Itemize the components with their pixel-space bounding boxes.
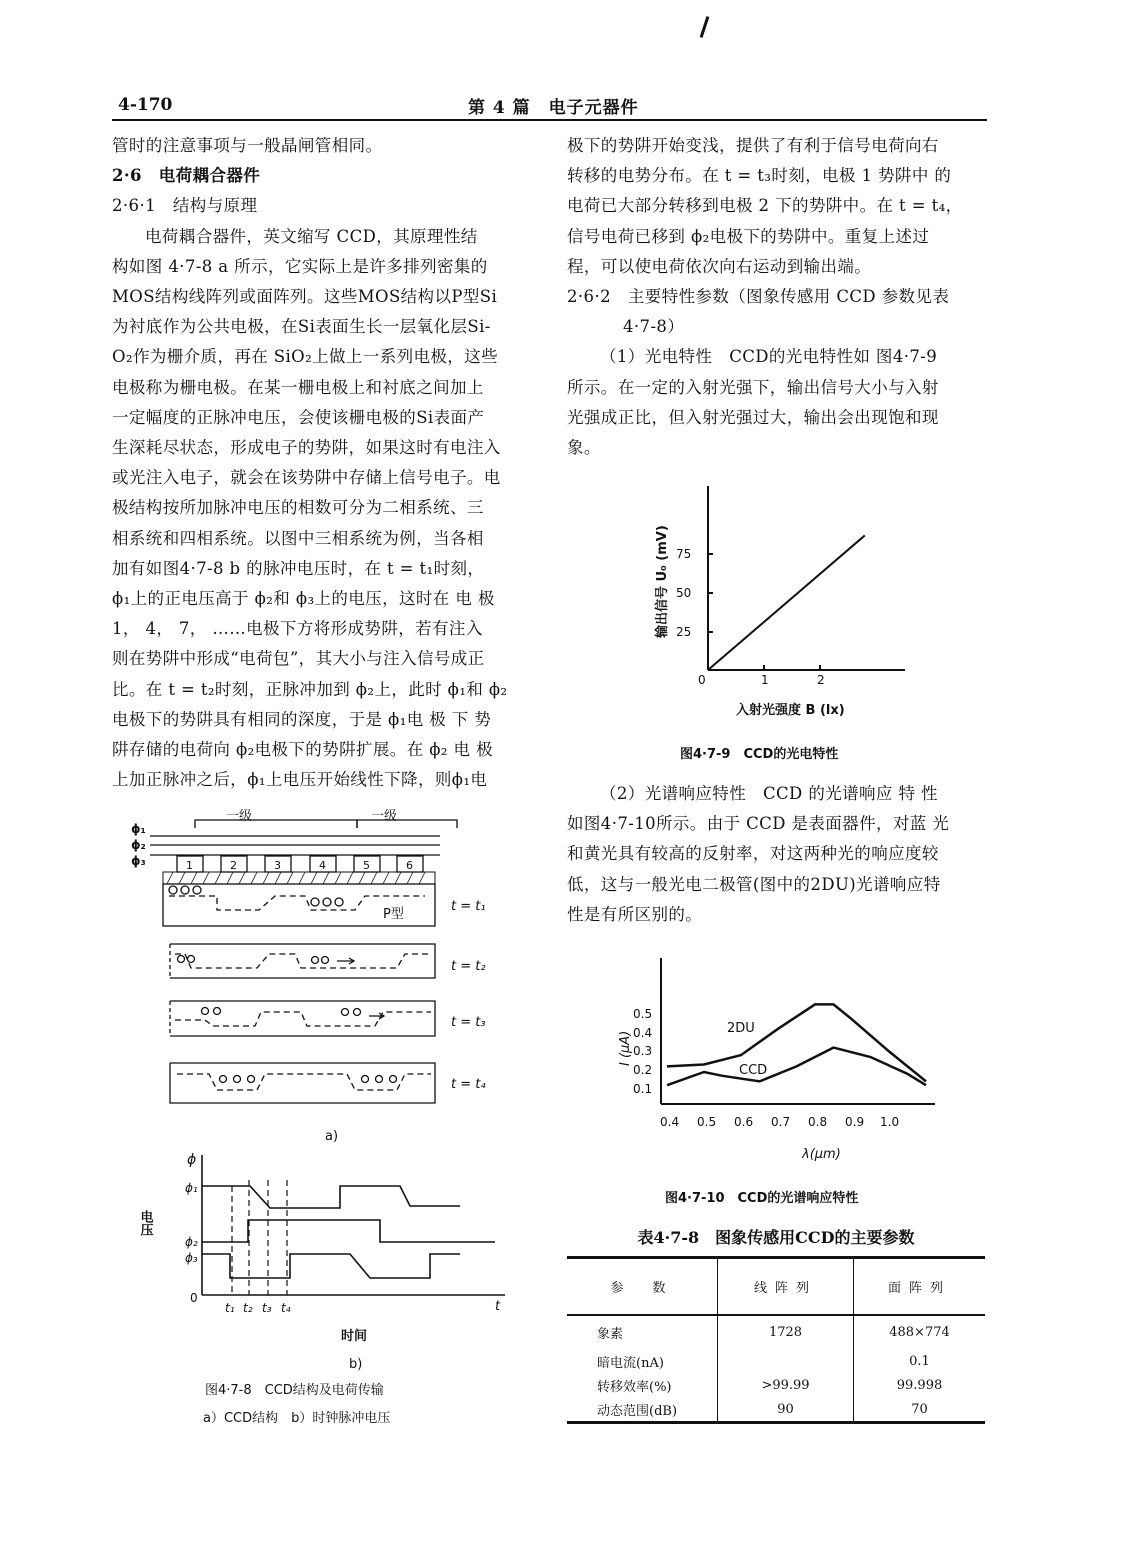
time-label: t = t₂	[451, 959, 486, 974]
text-line: 阱存储的电荷向 ϕ₂电极下的势阱扩展。在 ϕ₂ 电 极	[112, 740, 494, 760]
phase-label: ϕ₁	[131, 822, 146, 836]
x-axis-label: 入射光强度 B (lx)	[736, 703, 845, 718]
right-column-top	[567, 131, 992, 463]
text-line: 如图4·7-10所示。由于 CCD 是表面器件，对蓝 光	[567, 814, 950, 834]
text-line: 构如图 4·7-8 a 所示，它实际上是许多排列密集的	[112, 256, 488, 276]
text-line: 上加正脉冲之后，ϕ₁上电压开始线性下降，则ϕ₁电	[112, 770, 488, 790]
phase-label: ϕ₃	[131, 854, 146, 868]
series-line-2du	[667, 1004, 926, 1081]
cell: 转移效率(%)	[567, 1373, 718, 1397]
cell: 象素	[567, 1315, 718, 1349]
cell: 90	[718, 1397, 854, 1423]
text-line: 转移的电势分布。在 t = t₃时刻，电极 1 势阱中 的	[567, 166, 952, 186]
figure-caption-sub: a）CCD结构 b）时钟脉冲电压	[203, 1411, 391, 1426]
electrode-number: 4	[319, 859, 326, 872]
x-tick-label: 2	[817, 673, 825, 687]
figure-caption: 图4·7-9 CCD的光电特性	[680, 747, 839, 762]
x-tick-label: 0.7	[771, 1115, 791, 1129]
clock-pulse-diagram	[137, 1150, 515, 1430]
figure-caption: 图4·7-10 CCD的光谱响应特性	[665, 1191, 859, 1206]
y-tick-label: 50	[676, 586, 692, 600]
text-line: 1， 4， 7， ……电极下方将形成势阱，若有注入	[112, 619, 483, 639]
cell: >99.99	[718, 1373, 854, 1397]
continued-text: 管时的注意事项与一般晶闸管相同。	[112, 136, 383, 155]
text-line: 信号电荷已移到 ϕ₂电极下的势阱中。重复上述过	[567, 226, 930, 246]
data-series-line	[708, 535, 865, 670]
y-tick-label: 0.5	[633, 1007, 653, 1021]
text-line: 或光注入电子，就会在该势阱中存储上信号电子。电	[112, 468, 501, 488]
axis-symbol: ϕ	[187, 1152, 197, 1168]
y-tick-label: 75	[676, 547, 692, 561]
cell: 70	[911, 1401, 928, 1417]
x-axis-label: λ(μm)	[802, 1147, 841, 1162]
text-line: 比。在 t = t₂时刻，正脉冲加到 ϕ₂上，此时 ϕ₁和 ϕ₂	[112, 679, 508, 699]
header-rule	[112, 119, 987, 121]
running-title: 第 4 篇 电子元器件	[468, 98, 639, 118]
text-line: 生深耗尽状态，形成电子的势阱，如果这时有电注入	[112, 438, 501, 458]
photoelectric-chart	[640, 476, 920, 766]
time-tick: t₃	[262, 1301, 272, 1315]
table-row	[567, 1349, 985, 1373]
text-line: 电荷已大部分转移到电极 2 下的势阱中。在 t = t₄，	[567, 196, 963, 216]
phase-label: ϕ₂	[185, 1235, 198, 1249]
text-line: ϕ₁上的正电压高于 ϕ₂和 ϕ₃上的电压，这时在 电 极	[112, 589, 495, 609]
time-tick: t₄	[281, 1301, 291, 1315]
text-line: 所示。在一定的入射光强下，输出信号大小与入射	[567, 377, 939, 397]
x-tick-label: 0	[698, 673, 706, 687]
x-tick-label: 1.0	[880, 1115, 900, 1129]
ccd-structure-diagram	[125, 798, 515, 1148]
spectral-response-chart	[605, 948, 945, 1218]
text-line: O₂作为栅介质，再在 SiO₂上做上一系列电极，这些	[112, 347, 499, 367]
text-line: （2）光谱响应特性 CCD 的光谱响应 特 性	[600, 784, 938, 803]
voltage-axis-label: 电压	[137, 1210, 153, 1236]
table-row	[567, 1397, 985, 1423]
x-tick-label: 1	[761, 673, 769, 687]
x-tick-label: 0.5	[697, 1115, 717, 1129]
subfigure-label: a)	[325, 1129, 339, 1144]
phase-label: ϕ₃	[185, 1251, 198, 1265]
cell: 动态范围(dB)	[567, 1397, 718, 1423]
legend-label-2du: 2DU	[727, 1021, 755, 1036]
time-axis-label: 时间	[341, 1329, 368, 1344]
cell: 暗电流(nA)	[567, 1349, 718, 1373]
text-line: 相系统和四相系统。以图中三相系统为例，当各相	[112, 528, 484, 548]
legend-label-ccd: CCD	[739, 1063, 768, 1078]
electrode-number: 5	[363, 859, 370, 872]
origin-label: 0	[190, 1291, 198, 1305]
cell: 488×774	[889, 1325, 950, 1340]
scan-mark	[700, 16, 710, 38]
stage-label: 一级	[226, 809, 253, 824]
table-header-row	[567, 1258, 985, 1316]
x-tick-label: 0.8	[808, 1115, 828, 1129]
stage-label: 一级	[371, 809, 398, 824]
text-line: 电荷耦合器件，英文缩写 CCD，其原理性结	[145, 226, 478, 246]
subsection-heading: 2·6·1 结构与原理	[112, 196, 258, 216]
parameters-table	[567, 1256, 985, 1424]
text-line: 象。	[567, 438, 601, 458]
cell: 1728	[718, 1315, 854, 1349]
electrode-number: 2	[230, 859, 237, 872]
page-number: 4-170	[118, 95, 173, 115]
cell: 0.1	[909, 1353, 930, 1369]
text-line: 低，这与一般光电二极管(图中的2DU)光谱响应特	[567, 874, 941, 894]
subfigure-label: b)	[349, 1357, 363, 1372]
y-tick-label: 25	[676, 625, 692, 639]
phase-label: ϕ₁	[185, 1181, 198, 1195]
time-label: t = t₃	[451, 1015, 486, 1030]
text-line: （1）光电特性 CCD的光电特性如 图4·7-9	[600, 347, 938, 367]
figure-caption: 图4·7-8 CCD结构及电荷传输	[205, 1383, 384, 1398]
y-tick-label: 0.2	[633, 1063, 653, 1077]
text-line: 则在势阱中形成“电荷包”，其大小与注入信号成正	[112, 649, 485, 669]
subsection-heading-cont: 4·7-8）	[623, 317, 685, 337]
p-type-label: P型	[383, 907, 404, 922]
right-column-mid	[567, 779, 992, 930]
y-tick-label: 0.1	[633, 1082, 653, 1096]
electrode-number: 1	[186, 859, 193, 872]
section-heading: 2·6 电荷耦合器件	[112, 166, 261, 186]
time-label: t = t₄	[451, 1077, 486, 1092]
y-axis-label: I (μA)	[618, 1030, 633, 1066]
time-tick: t₁	[225, 1301, 235, 1315]
axis-symbol: t	[495, 1299, 501, 1314]
electrode-number: 3	[274, 859, 281, 872]
text-line: 电极称为栅电极。在某一栅电极上和衬底之间加上	[112, 377, 484, 397]
subsection-heading: 2·6·2 主要特性参数（图象传感用 CCD 参数见表	[567, 287, 950, 307]
text-line: 一定幅度的正脉冲电压，会使该栅电极的Si表面产	[112, 407, 485, 427]
time-label: t = t₁	[451, 899, 486, 914]
time-tick: t₂	[243, 1301, 253, 1315]
x-tick-label: 0.4	[660, 1115, 680, 1129]
x-tick-label: 0.6	[734, 1115, 754, 1129]
series-line-ccd	[667, 1048, 926, 1086]
phase-label: ϕ₂	[131, 838, 146, 852]
text-line: 加有如图4·7-8 b 的脉冲电压时，在 t = t₁时刻，	[112, 558, 485, 578]
x-tick-label: 0.9	[845, 1115, 865, 1129]
text-line: 为衬底作为公共电极，在Si表面生长一层氧化层Si-	[112, 317, 491, 337]
text-line: 性是有所区别的。	[567, 904, 703, 924]
text-line: 极下的势阱开始变浅，提供了有利于信号电荷向右	[567, 136, 939, 155]
text-line: 电极下的势阱具有相同的深度，于是 ϕ₁电 极 下 势	[112, 709, 492, 729]
left-column	[112, 131, 537, 795]
text-line: MOS结构线阵列或面阵列。这些MOS结构以P型Si	[112, 287, 498, 307]
column-header: 面阵列	[887, 1281, 951, 1296]
column-header: 线阵列	[718, 1258, 854, 1316]
y-axis-label: 输出信号 U₀ (mV)	[655, 525, 670, 638]
cell	[718, 1349, 854, 1373]
table-row	[567, 1373, 985, 1397]
y-tick-label: 0.3	[633, 1044, 653, 1058]
text-line: 程，可以使电荷依次向右运动到输出端。	[567, 256, 872, 276]
electrode-number: 6	[406, 859, 413, 872]
text-line: 和黄光具有较高的反射率，对这两种光的响应度较	[567, 844, 939, 864]
text-line: 极结构按所加脉冲电压的相数可分为二相系统、三	[112, 498, 484, 518]
table-row	[567, 1315, 985, 1349]
y-tick-label: 0.4	[633, 1026, 653, 1040]
text-line: 光强成正比，但入射光强过大，输出会出现饱和现	[567, 407, 939, 427]
cell: 99.998	[896, 1377, 943, 1393]
table-title: 表4·7-8 图象传感用CCD的主要参数	[637, 1228, 915, 1247]
column-header: 参 数	[567, 1258, 718, 1316]
